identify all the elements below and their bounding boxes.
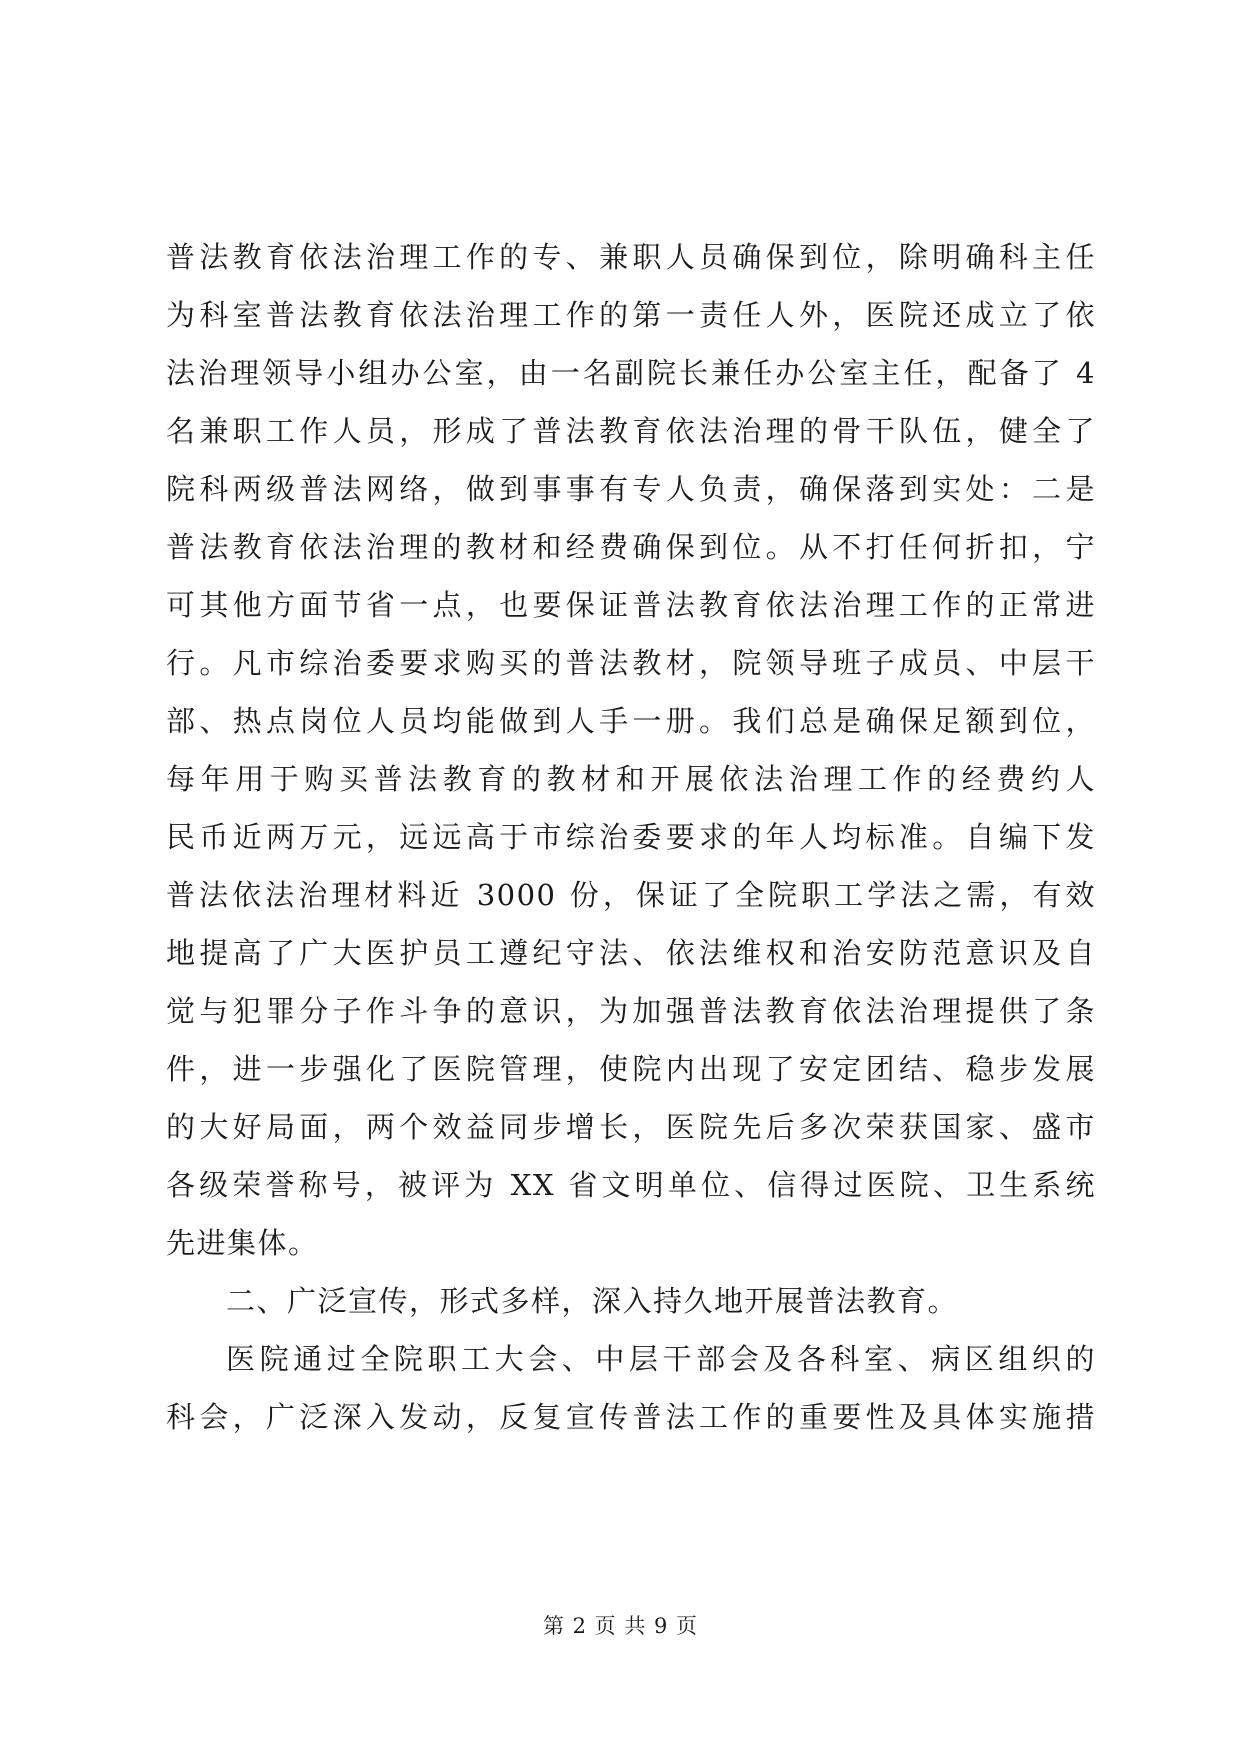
- paragraph-line: 医院通过全院职工大会、中层干部会及各科室、病区组织的: [226, 1342, 1096, 1376]
- document-body: [166, 228, 1096, 1446]
- paragraph-line: 法治理领导小组办公室，由一名副院长兼任办公室主任，配备了 4: [166, 356, 1096, 390]
- paragraph-line: 地提高了广大医护员工遵纪守法、依法维权和治安防范意识及自: [166, 936, 1096, 970]
- paragraph-line: 院科两级普法网络，做到事事有专人负责，确保落到实处：二是: [166, 472, 1096, 506]
- paragraph-line: 各级荣誉称号，被评为 XX 省文明单位、信得过医院、卫生系统: [166, 1168, 1096, 1202]
- paragraph-line: 件，进一步强化了医院管理，使院内出现了安定团结、稳步发展: [166, 1052, 1096, 1086]
- paragraph-line: 部、热点岗位人员均能做到人手一册。我们总是确保足额到位，: [166, 704, 1096, 738]
- paragraph-line: 民币近两万元，远远高于市综治委要求的年人均标准。自编下发: [166, 820, 1096, 854]
- paragraph-line: 先进集体。: [166, 1226, 319, 1260]
- paragraph-line: 的大好局面，两个效益同步增长，医院先后多次荣获国家、盛市: [166, 1110, 1096, 1144]
- paragraph-line: 名兼职工作人员，形成了普法教育依法治理的骨干队伍，健全了: [166, 414, 1096, 448]
- section-heading: 二、广泛宣传，形式多样，深入持久地开展普法教育。: [226, 1284, 959, 1318]
- paragraph-line: 觉与犯罪分子作斗争的意识，为加强普法教育依法治理提供了条: [166, 994, 1096, 1028]
- paragraph-line: 普法教育依法治理工作的专、兼职人员确保到位，除明确科主任: [166, 240, 1096, 274]
- paragraph-line: 科会，广泛深入发动，反复宣传普法工作的重要性及具体实施措: [166, 1400, 1096, 1434]
- paragraph-line: 普法教育依法治理的教材和经费确保到位。从不打任何折扣，宁: [166, 530, 1096, 564]
- paragraph-line: 可其他方面节省一点，也要保证普法教育依法治理工作的正常进: [166, 588, 1096, 622]
- paragraph-line: 每年用于购买普法教育的教材和开展依法治理工作的经费约人: [166, 762, 1096, 796]
- paragraph-line: 行。凡市综治委要求购买的普法教材，院领导班子成员、中层干: [166, 646, 1096, 680]
- paragraph-line: 普法依法治理材料近 3000 份，保证了全院职工学法之需，有效: [166, 878, 1096, 912]
- paragraph-line: 为科室普法教育依法治理工作的第一责任人外，医院还成立了依: [166, 298, 1096, 332]
- page-footer: 第 2 页 共 9 页: [542, 1614, 699, 1638]
